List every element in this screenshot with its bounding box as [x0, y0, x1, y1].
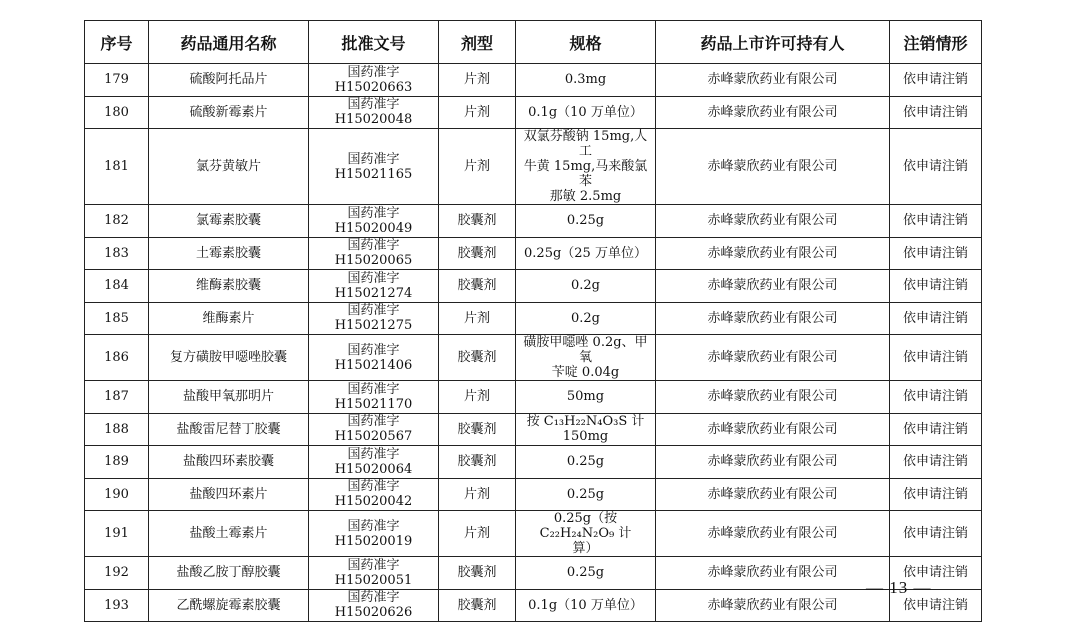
table-row: [85, 96, 982, 129]
page-number: — 13 —: [866, 578, 932, 597]
cell-dosage-form: 胶囊剂: [439, 205, 516, 238]
cell-drug-name: 维酶素片: [149, 302, 309, 335]
cell-specification: [516, 335, 656, 381]
header-approval-number: 批准文号: [309, 21, 439, 64]
cell-approval-number-line: H15020626: [334, 605, 413, 621]
cell-approval-number-line: 国药准字: [347, 518, 400, 534]
cell-specification: [516, 589, 656, 622]
cell-approval-number-line: H15020663: [334, 79, 413, 95]
cell-approval-number: [309, 129, 439, 205]
cell-specification-line: 0.25g: [566, 565, 605, 581]
cell-specification: [516, 270, 656, 303]
cell-specification: [516, 302, 656, 335]
cell-serial-number: 185: [85, 302, 149, 335]
table-row: [85, 413, 982, 446]
cell-approval-number: [309, 446, 439, 479]
table-row: [85, 589, 982, 622]
cell-drug-name: 硫酸新霉素片: [149, 96, 309, 129]
cell-dosage-form: 胶囊剂: [439, 446, 516, 479]
cell-specification-line: 双氯芬酸钠 15mg,人工: [523, 129, 648, 159]
cell-approval-number-line: 国药准字: [347, 557, 400, 573]
cell-specification-line: 按 C₁₃H₂₂N₄O₃S 计: [526, 414, 645, 430]
header-specification: 规格: [516, 21, 656, 64]
table-row: [85, 205, 982, 238]
cell-serial-number: 183: [85, 237, 149, 270]
cell-serial-number: 180: [85, 96, 149, 129]
cell-license-holder: 赤峰蒙欣药业有限公司: [656, 381, 890, 414]
cell-license-holder: 赤峰蒙欣药业有限公司: [656, 446, 890, 479]
cell-specification: [516, 96, 656, 129]
cell-dosage-form: 胶囊剂: [439, 270, 516, 303]
cell-approval-number: [309, 302, 439, 335]
cell-dosage-form: 片剂: [439, 511, 516, 557]
cell-approval-number: [309, 381, 439, 414]
cell-approval-number-line: H15020051: [334, 572, 413, 588]
cell-approval-number-line: 国药准字: [347, 381, 400, 397]
cell-cancellation-status: 依申请注销: [890, 237, 982, 270]
table-row: [85, 557, 982, 590]
cell-drug-name: 乙酰螺旋霉素胶囊: [149, 589, 309, 622]
table-row: [85, 478, 982, 511]
cell-approval-number-line: 国药准字: [347, 303, 400, 319]
cell-license-holder: 赤峰蒙欣药业有限公司: [656, 129, 890, 205]
cell-license-holder: 赤峰蒙欣药业有限公司: [656, 335, 890, 381]
cell-approval-number: [309, 413, 439, 446]
cell-license-holder: 赤峰蒙欣药业有限公司: [656, 511, 890, 557]
table-row: [85, 446, 982, 479]
cell-serial-number: 179: [85, 64, 149, 97]
cell-cancellation-status: 依申请注销: [890, 335, 982, 381]
cell-approval-number-line: 国药准字: [347, 64, 400, 80]
cell-cancellation-status: 依申请注销: [890, 589, 982, 622]
cell-specification-line: 0.3mg: [564, 72, 607, 88]
cell-dosage-form: 片剂: [439, 64, 516, 97]
cell-specification: [516, 64, 656, 97]
cell-drug-name: 氯芬黄敏片: [149, 129, 309, 205]
cell-specification-line: 那敏 2.5mg: [549, 189, 622, 204]
header-serial-number: 序号: [85, 21, 149, 64]
cell-approval-number-line: H15021275: [334, 318, 413, 334]
cell-specification-line: 150mg: [562, 429, 609, 445]
cell-drug-name: 盐酸四环素胶囊: [149, 446, 309, 479]
cell-serial-number: 184: [85, 270, 149, 303]
cell-dosage-form: 胶囊剂: [439, 335, 516, 381]
cell-specification-line: 0.1g（10 万单位）: [528, 104, 643, 120]
cell-approval-number-line: 国药准字: [347, 479, 400, 495]
header-cancellation-status: 注销情形: [890, 21, 982, 64]
cell-specification-line: 牛黄 15mg,马来酸氯苯: [523, 159, 648, 189]
cell-serial-number: 182: [85, 205, 149, 238]
table-row: [85, 302, 982, 335]
cell-specification: [516, 381, 656, 414]
cell-approval-number: [309, 205, 439, 238]
cell-approval-number-line: 国药准字: [347, 97, 400, 113]
cell-approval-number: [309, 237, 439, 270]
cell-approval-number: [309, 478, 439, 511]
cell-cancellation-status: 依申请注销: [890, 64, 982, 97]
table-row: [85, 381, 982, 414]
drug-registration-table: [84, 20, 982, 622]
cell-approval-number-line: H15021274: [334, 285, 413, 301]
cell-license-holder: 赤峰蒙欣药业有限公司: [656, 557, 890, 590]
cell-license-holder: 赤峰蒙欣药业有限公司: [656, 302, 890, 335]
header-dosage-form: 剂型: [439, 21, 516, 64]
cell-cancellation-status: 依申请注销: [890, 205, 982, 238]
cell-cancellation-status: 依申请注销: [890, 381, 982, 414]
cell-license-holder: 赤峰蒙欣药业有限公司: [656, 413, 890, 446]
cell-serial-number: 181: [85, 129, 149, 205]
cell-specification-line: 0.25g（25 万单位）: [524, 245, 647, 261]
cell-drug-name: 硫酸阿托品片: [149, 64, 309, 97]
cell-specification-line: 0.25g: [566, 213, 605, 229]
cell-cancellation-status: 依申请注销: [890, 413, 982, 446]
table-row: [85, 64, 982, 97]
cell-approval-number: [309, 270, 439, 303]
cell-serial-number: 187: [85, 381, 149, 414]
cell-license-holder: 赤峰蒙欣药业有限公司: [656, 96, 890, 129]
table-row: [85, 237, 982, 270]
cell-license-holder: 赤峰蒙欣药业有限公司: [656, 270, 890, 303]
cell-drug-name: 复方磺胺甲噁唑胶囊: [149, 335, 309, 381]
cell-approval-number: [309, 511, 439, 557]
table-row: [85, 270, 982, 303]
cell-drug-name: 土霉素胶囊: [149, 237, 309, 270]
cell-approval-number-line: H15020065: [334, 253, 413, 269]
cell-drug-name: 盐酸雷尼替丁胶囊: [149, 413, 309, 446]
cell-drug-name: 盐酸乙胺丁醇胶囊: [149, 557, 309, 590]
cell-cancellation-status: 依申请注销: [890, 302, 982, 335]
cell-approval-number-line: 国药准字: [347, 238, 400, 254]
cell-approval-number-line: H15021170: [334, 396, 413, 412]
cell-specification: [516, 478, 656, 511]
cell-approval-number-line: H15020048: [334, 112, 413, 128]
cell-approval-number: [309, 335, 439, 381]
cell-drug-name: 氯霉素胶囊: [149, 205, 309, 238]
header-drug-name: 药品通用名称: [149, 21, 309, 64]
cell-specification-line: 50mg: [566, 389, 605, 405]
cell-dosage-form: 胶囊剂: [439, 237, 516, 270]
cell-cancellation-status: 依申请注销: [890, 557, 982, 590]
cell-specification: [516, 511, 656, 557]
cell-dosage-form: 片剂: [439, 129, 516, 205]
cell-serial-number: 192: [85, 557, 149, 590]
cell-cancellation-status: 依申请注销: [890, 478, 982, 511]
cell-license-holder: 赤峰蒙欣药业有限公司: [656, 478, 890, 511]
cell-serial-number: 188: [85, 413, 149, 446]
cell-specification-line: 0.2g: [571, 310, 600, 326]
cell-serial-number: 186: [85, 335, 149, 381]
cell-specification: [516, 205, 656, 238]
table-row: [85, 129, 982, 205]
cell-specification-line: 0.2g: [571, 278, 600, 294]
cell-dosage-form: 片剂: [439, 96, 516, 129]
cell-serial-number: 193: [85, 589, 149, 622]
cell-cancellation-status: 依申请注销: [890, 270, 982, 303]
cell-approval-number-line: 国药准字: [347, 151, 400, 167]
cell-cancellation-status: 依申请注销: [890, 511, 982, 557]
cell-serial-number: 191: [85, 511, 149, 557]
cell-specification: [516, 413, 656, 446]
cell-license-holder: 赤峰蒙欣药业有限公司: [656, 205, 890, 238]
cell-specification-line: 0.25g（按 C₂₂H₂₄N₂O₉ 计: [539, 511, 632, 541]
cell-approval-number-line: 国药准字: [347, 446, 400, 462]
cell-dosage-form: 胶囊剂: [439, 413, 516, 446]
cell-specification-line: 0.25g: [566, 486, 605, 502]
cell-approval-number-line: H15021406: [334, 357, 413, 373]
cell-drug-name: 维酶素胶囊: [149, 270, 309, 303]
table-row: [85, 511, 982, 557]
cell-specification: [516, 129, 656, 205]
cell-dosage-form: 片剂: [439, 302, 516, 335]
cell-approval-number-line: 国药准字: [347, 590, 400, 606]
cell-specification-line: 磺胺甲噁唑 0.2g、甲氧: [523, 335, 648, 365]
cell-approval-number-line: 国药准字: [347, 205, 400, 221]
cell-specification: [516, 237, 656, 270]
cell-specification-line: 算）: [572, 541, 599, 556]
cell-approval-number-line: 国药准字: [347, 414, 400, 430]
cell-approval-number-line: H15020064: [334, 461, 413, 477]
cell-dosage-form: 片剂: [439, 381, 516, 414]
cell-drug-name: 盐酸四环素片: [149, 478, 309, 511]
cell-approval-number-line: H15020567: [334, 429, 413, 445]
cell-cancellation-status: 依申请注销: [890, 446, 982, 479]
cell-license-holder: 赤峰蒙欣药业有限公司: [656, 589, 890, 622]
table-header-row: [85, 21, 982, 64]
cell-serial-number: 189: [85, 446, 149, 479]
cell-approval-number-line: H15020019: [334, 533, 413, 549]
cell-dosage-form: 胶囊剂: [439, 589, 516, 622]
cell-dosage-form: 胶囊剂: [439, 557, 516, 590]
cell-approval-number: [309, 64, 439, 97]
cell-drug-name: 盐酸甲氧那明片: [149, 381, 309, 414]
cell-specification: [516, 446, 656, 479]
cell-specification-line: 0.25g: [566, 454, 605, 470]
cell-dosage-form: 片剂: [439, 478, 516, 511]
cell-specification: [516, 557, 656, 590]
cell-license-holder: 赤峰蒙欣药业有限公司: [656, 237, 890, 270]
cell-approval-number: [309, 557, 439, 590]
cell-specification-line: 苄啶 0.04g: [551, 365, 620, 380]
cell-cancellation-status: 依申请注销: [890, 96, 982, 129]
cell-approval-number-line: H15020042: [334, 494, 413, 510]
cell-approval-number-line: 国药准字: [347, 270, 400, 286]
table-row: [85, 335, 982, 381]
cell-approval-number-line: 国药准字: [347, 342, 400, 358]
cell-approval-number-line: H15020049: [334, 220, 413, 236]
cell-approval-number-line: H15021165: [334, 166, 413, 182]
cell-approval-number: [309, 589, 439, 622]
cell-license-holder: 赤峰蒙欣药业有限公司: [656, 64, 890, 97]
cell-specification-line: 0.1g（10 万单位）: [528, 597, 643, 613]
cell-serial-number: 190: [85, 478, 149, 511]
cell-cancellation-status: 依申请注销: [890, 129, 982, 205]
header-license-holder: 药品上市许可持有人: [656, 21, 890, 64]
cell-drug-name: 盐酸土霉素片: [149, 511, 309, 557]
cell-approval-number: [309, 96, 439, 129]
